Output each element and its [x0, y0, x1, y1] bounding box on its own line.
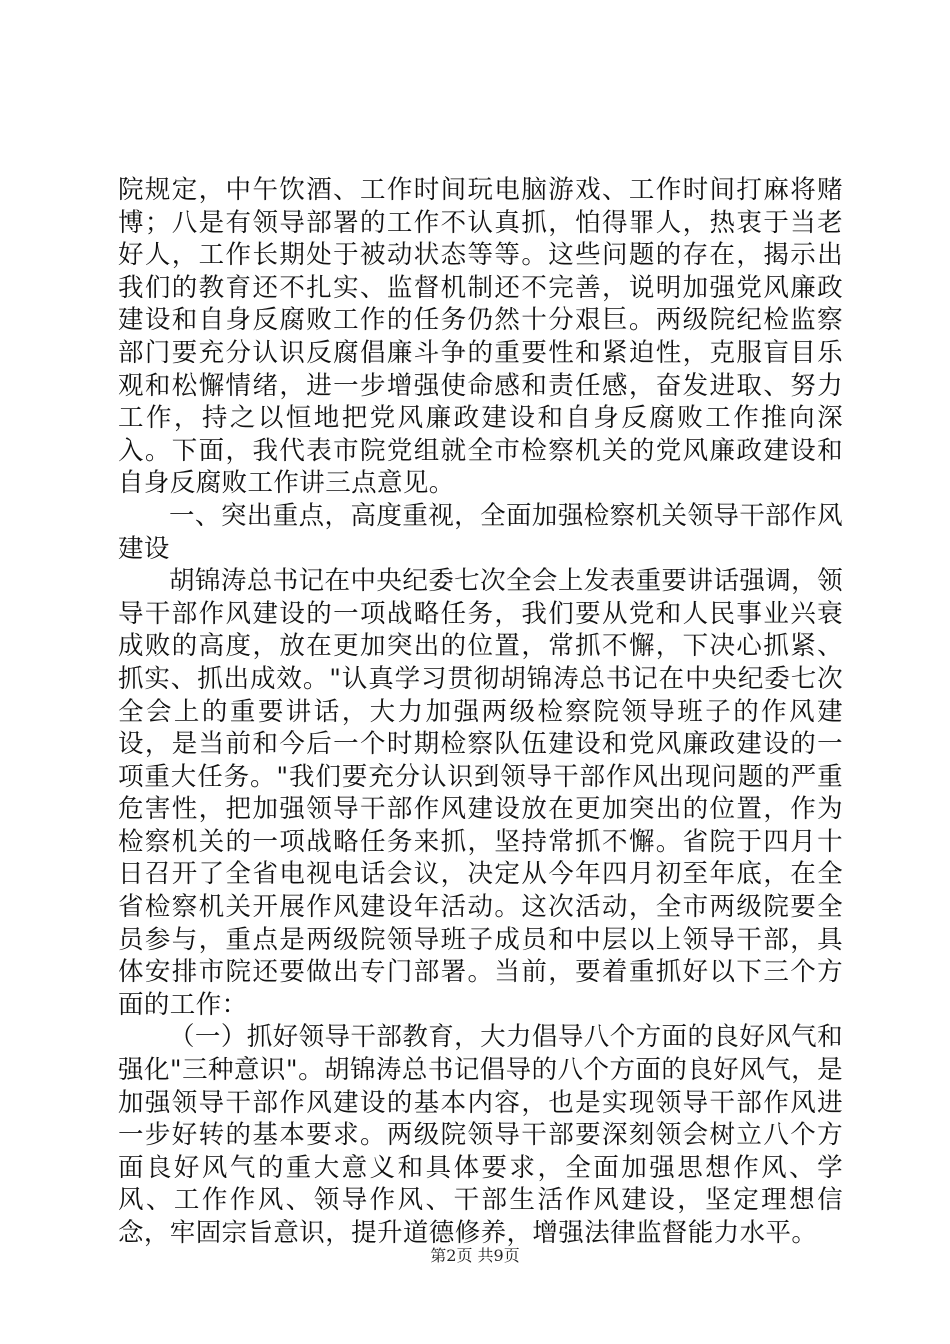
section-heading: 一、突出重点，高度重视，全面加强检察机关领导干部作风建设: [118, 500, 843, 564]
document-body: [118, 174, 843, 1250]
paragraph: 胡锦涛总书记在中央纪委七次全会上发表重要讲话强调，领导干部作风建设的一项战略任务，我们要从党和人民事业兴衰成败的高度，放在更加突出的位置，常抓不懈，下决心抓紧、抓实、抓出成效。"认真学习贯彻胡锦涛总书记在中央纪委七次全会上的重要讲话，大力加强两级检察院领导班子的作风建设，是当前和今后一个时期检察队伍建设和党风廉政建设的一项重大任务。"我们要充分认识到领导干部作风出现问题的严重危害性，把加强领导干部作风建设放在更加突出的位置，作为检察机关的一项战略任务来抓，坚持常抓不懈。省院于四月十日召开了全省电视电话会议，决定从今年四月初至年底，在全省检察机关开展作风建设年活动。这次活动，全市两级院要全员参与，重点是两级院领导班子成员和中层以上领导干部，具体安排市院还要做出专门部署。当前，要着重抓好以下三个方面的工作：: [118, 566, 843, 1020]
paragraph: （一）抓好领导干部教育，大力倡导八个方面的良好风气和强化"三种意识"。胡锦涛总书记倡导的八个方面的良好风气，是加强领导干部作风建设的基本内容，也是实现领导干部作风进一步好转的基本要求。两级院领导干部要深刻领会树立八个方面良好风气的重大意义和具体要求，全面加强思想作风、学风、工作作风、领导作风、干部生活作风建设，坚定理想信念，牢固宗旨意识，提升道德修养，增强法律监督能力水平。: [118, 1022, 843, 1248]
page-number-footer: 第2页 共9页: [430, 1246, 520, 1265]
paragraph-continuation: 院规定，中午饮酒、工作时间玩电脑游戏、工作时间打麻将赌博；八是有领导部署的工作不认真抓，怕得罪人，热衷于当老好人，工作长期处于被动状态等等。这些问题的存在，揭示出我们的教育还不扎实、监督机制还不完善，说明加强党风廉政建设和自身反腐败工作的任务仍然十分艰巨。两级院纪检监察部门要充分认识反腐倡廉斗争的重要性和紧迫性，克服盲目乐观和松懈情绪，进一步增强使命感和责任感，奋发进取、努力工作，持之以恒地把党风廉政建设和自身反腐败工作推向深入。下面，我代表市院党组就全市检察机关的党风廉政建设和自身反腐败工作讲三点意见。: [118, 175, 843, 499]
